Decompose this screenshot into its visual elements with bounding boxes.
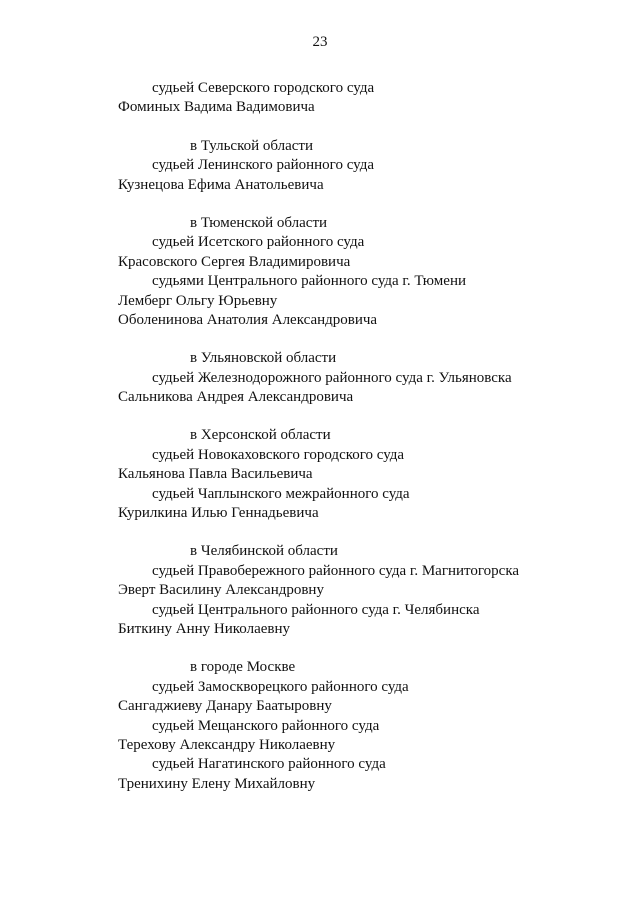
judge-name: Кузнецова Ефима Анатольевича bbox=[118, 176, 324, 193]
court-position: судьей Мещанского районного суда bbox=[152, 717, 380, 734]
judge-name: Красовского Сергея Владимировича bbox=[118, 253, 351, 270]
region-heading: в Херсонской области bbox=[190, 427, 331, 444]
judge-name: Фоминых Вадима Вадимовича bbox=[118, 99, 315, 116]
judge-name: Терехову Александру Николаевну bbox=[118, 736, 336, 753]
judge-name: Эверт Василину Александровну bbox=[118, 582, 324, 599]
region-heading: в Ульяновской области bbox=[190, 350, 337, 367]
section-gap bbox=[118, 523, 618, 542]
judge-name: Сангаджиеву Данару Баатыровну bbox=[118, 698, 332, 715]
region-heading: в Челябинской области bbox=[190, 543, 338, 560]
region-heading: в Тульской области bbox=[190, 137, 314, 154]
court-position: судьей Центрального районного суда г. Челябинска bbox=[152, 601, 480, 618]
court-position: судьей Ленинского районного суда bbox=[152, 157, 375, 174]
court-position: судьей Железнодорожного районного суда г. Ульяновска bbox=[152, 369, 512, 386]
court-position: судьями Центрального районного суда г. Тюмени bbox=[152, 273, 466, 290]
judge-name: Сальникова Андрея Александровича bbox=[118, 389, 354, 406]
court-position: судьей Северского городского суда bbox=[152, 80, 375, 96]
judge-name: Кальянова Павла Васильевича bbox=[118, 466, 313, 483]
judge-name: Оболенинова Анатолия Александровича bbox=[118, 311, 378, 328]
court-position: судьей Исетского районного суда bbox=[152, 234, 365, 251]
section-gap bbox=[118, 639, 618, 658]
court-position: судьей Новокаховского городского суда bbox=[152, 446, 405, 463]
section-gap bbox=[118, 118, 618, 137]
court-position: судьей Правобережного районного суда г. Магнитогорска bbox=[152, 562, 520, 579]
judge-name: Тренихину Елену Михайловну bbox=[118, 775, 316, 792]
court-position: судьей Замоскворецкого районного суда bbox=[152, 678, 409, 695]
region-heading: в городе Москве bbox=[190, 659, 296, 676]
page-number: 23 bbox=[312, 34, 328, 50]
court-position: судьей Чаплынского межрайонного суда bbox=[152, 485, 410, 502]
judge-name: Курилкина Илью Геннадьевича bbox=[118, 505, 319, 522]
region-heading: в Тюменской области bbox=[190, 214, 328, 231]
judge-name: Лемберг Ольгу Юрьевну bbox=[118, 292, 278, 309]
court-position: судьей Нагатинского районного суда bbox=[152, 756, 386, 773]
section-gap bbox=[118, 195, 618, 214]
document-body bbox=[118, 79, 618, 794]
section-gap bbox=[118, 330, 618, 349]
section-gap bbox=[118, 407, 618, 426]
judge-name: Биткину Анну Николаевну bbox=[118, 620, 291, 637]
